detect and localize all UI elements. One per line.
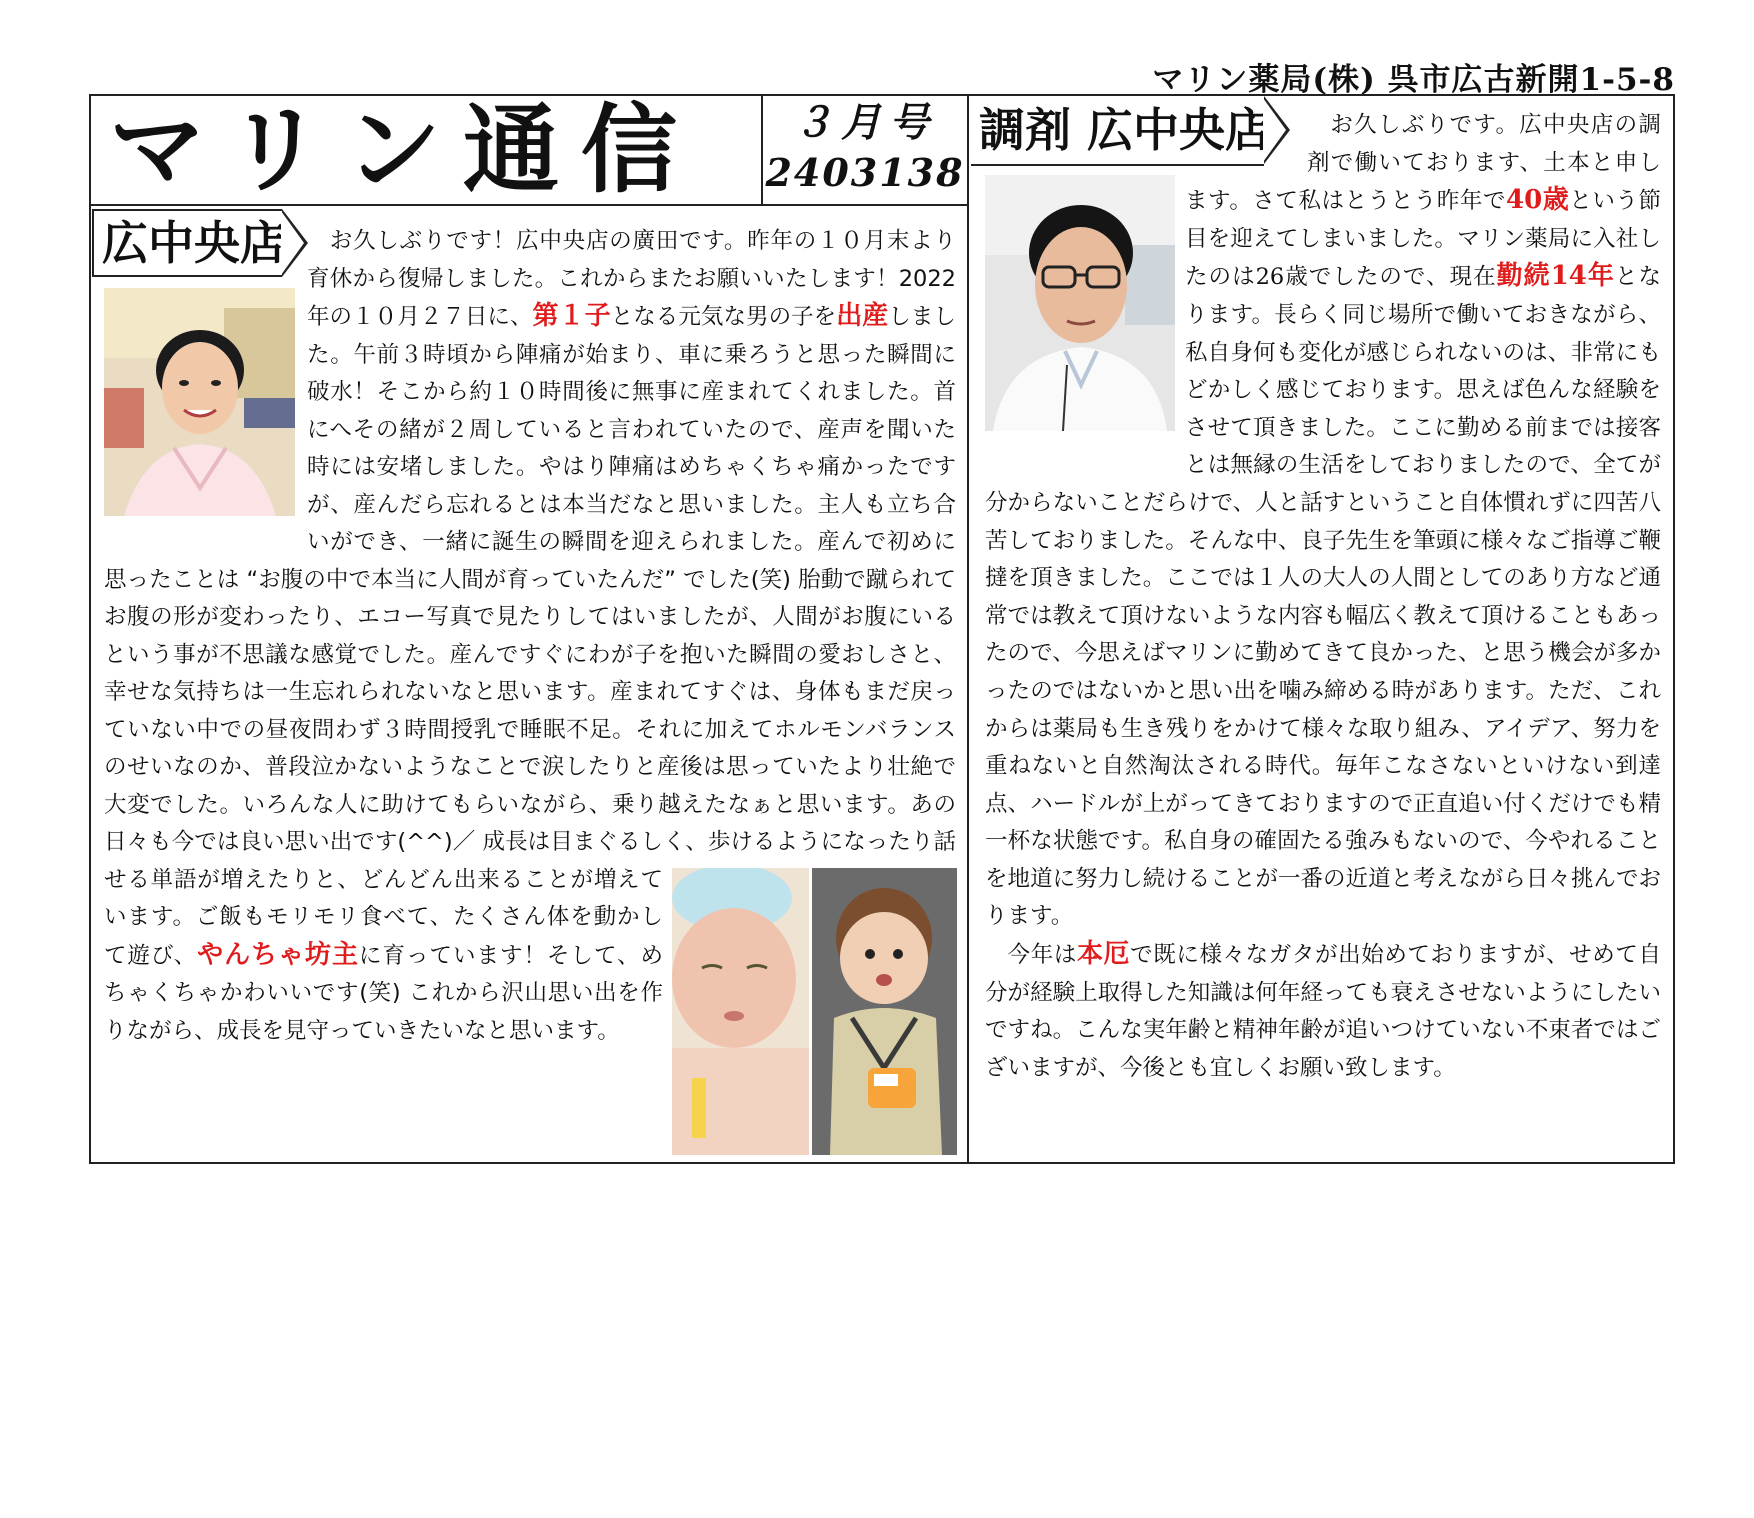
column-divider (967, 94, 969, 1164)
highlight-age: 40歳 (1506, 185, 1570, 216)
issue-box (761, 94, 967, 204)
issue-number: 2403138 (765, 150, 965, 195)
left-text-1: お久しぶりです！広中央店の廣田です。昨年の１０月末より育休から復帰しました。これからまたお願いいたします！2022年の１０月２７日に、 (307, 228, 956, 330)
right-text-2: という節目を迎えてしまいました。マリン薬局に入社したのは26歳でしたので、現在 (1185, 188, 1661, 291)
masthead (89, 94, 967, 206)
highlight-yakudoshi: 本厄 (1076, 939, 1131, 970)
right-text-3: となります。長らく同じ場所で働いておきながら、私自身何も変化が感じられないのは、非常にもどかしく感じております。思えば色んな経験をさせて頂きました。ここに勤める前までは接客とは無縁の生活をしておりましたので、全てが分からないことだらけで、人と話すということ自体慣れずに四苦八苦しておりました。そんな中、良子先生を筆頭に様々なご指導ご鞭撻を頂きました。ここでは１人の大人の人間としてのあり方など通常では教えて頂けないような内容も幅広く教えて頂けることもあったので、今思えばマリンに勤めてきて良かった、と思う機会が多かったのではないかと思い出を噛み締める時があります。ただ、これからは薬局も生き残りをかけて様々な取り組み、アイデア、努力を重ねないと自然淘汰される時代。毎年こなさないといけない到達点、ハードルが上がってきておりますので正直追い付くだけでも精一杯な状態です。私自身の確固たる強みもないので、今やれることを地道に努力し続けることが一番の近道と考えながら日々挑んでおります。 (985, 264, 1661, 930)
highlight-birth: 出産 (836, 301, 889, 331)
highlight-first-child: 第１子 (532, 301, 611, 331)
highlight-naughty-boy: やんちゃ坊主 (197, 939, 360, 970)
left-text-3: しました。午前３時頃から陣痛が始まり、車に乗ろうと思った瞬間に破水！そこから約１０時間後に無事に産まれてくれました。首にへその緒が２周していると言われていたので、産声を聞いた時には安堵しました。やはり陣痛はめちゃくちゃ痛かったですが、産んだら忘れるとは本当だなと思いました。主人も立ち合いができ、一緒に誕生の瞬間を迎えられました。産んで初めに思ったことは “お腹の中で本当に人間が育っていたんだ” でした(笑) 胎動で蹴られてお腹の形が変わったり、エコー写真で見たりしてはいましたが、人間がお腹にいるという事が不思議な感覚でした。産んですぐにわが子を抱いた瞬間の愛おしさと、幸せな気持ちは一生忘れられないなと思います。産まれてすぐは、身体もまだ戻っていない中での昼夜問わず３時間授乳で睡眠不足。それに加えてホルモンバランスのせいなのか、普段泣かないようなことで涙したりと産後は思っていたより壮絶で大変でした。いろんな人に助けてもらいながら、乗り越えたなぁと思います。あの日々も今では良い思い出です(^^)／ 成長は目まぐるしく、歩けるようになったり話せる単語が増えたりと、どんどん出来ることが増えています。ご飯もモリモリ食べて、たくさん体を動かして遊び、 (104, 304, 956, 969)
toddler-photo (812, 868, 957, 1155)
issue-month: ３月号 (793, 99, 937, 146)
baby-photos-space (663, 1228, 956, 1518)
newsletter-title: マリン通信 (109, 93, 699, 206)
staff-photo-hirota (104, 288, 295, 516)
right-text-5: で既に様々なガタが出始めておりますが、せめて自分が経験上取得した知識は何年経っても衰えさせないようにしたいですね。こんな実年齢と精神年齢が追いつけていない不束者ではございますが、今後とも宜しくお願い致します。 (985, 942, 1661, 1081)
right-text-1: お久しぶりです。広中央店の調剤で働いております、土本と申します。さて私はとうとう昨年で (1185, 112, 1661, 215)
right-article-tag-label: 調剤 広中央店 (979, 103, 1272, 157)
newborn-photo (672, 868, 809, 1155)
left-text-4: に育っています！そして、めちゃくちゃかわいいです(笑) これから沢山思い出を作りながら、成長を見守っていきたいなと思います。 (104, 942, 663, 1044)
company-address: マリン薬局(株) 呉市広古新開1-5-8 (1152, 62, 1675, 98)
left-text-2: となる元気な男の子を (610, 304, 837, 330)
staff-photo-tsuchimoto (985, 175, 1175, 431)
right-text-4: 今年は (1007, 942, 1077, 969)
left-article-tag-label: 広中央店 (102, 216, 286, 270)
highlight-tenure: 勤続14年 (1496, 261, 1615, 292)
